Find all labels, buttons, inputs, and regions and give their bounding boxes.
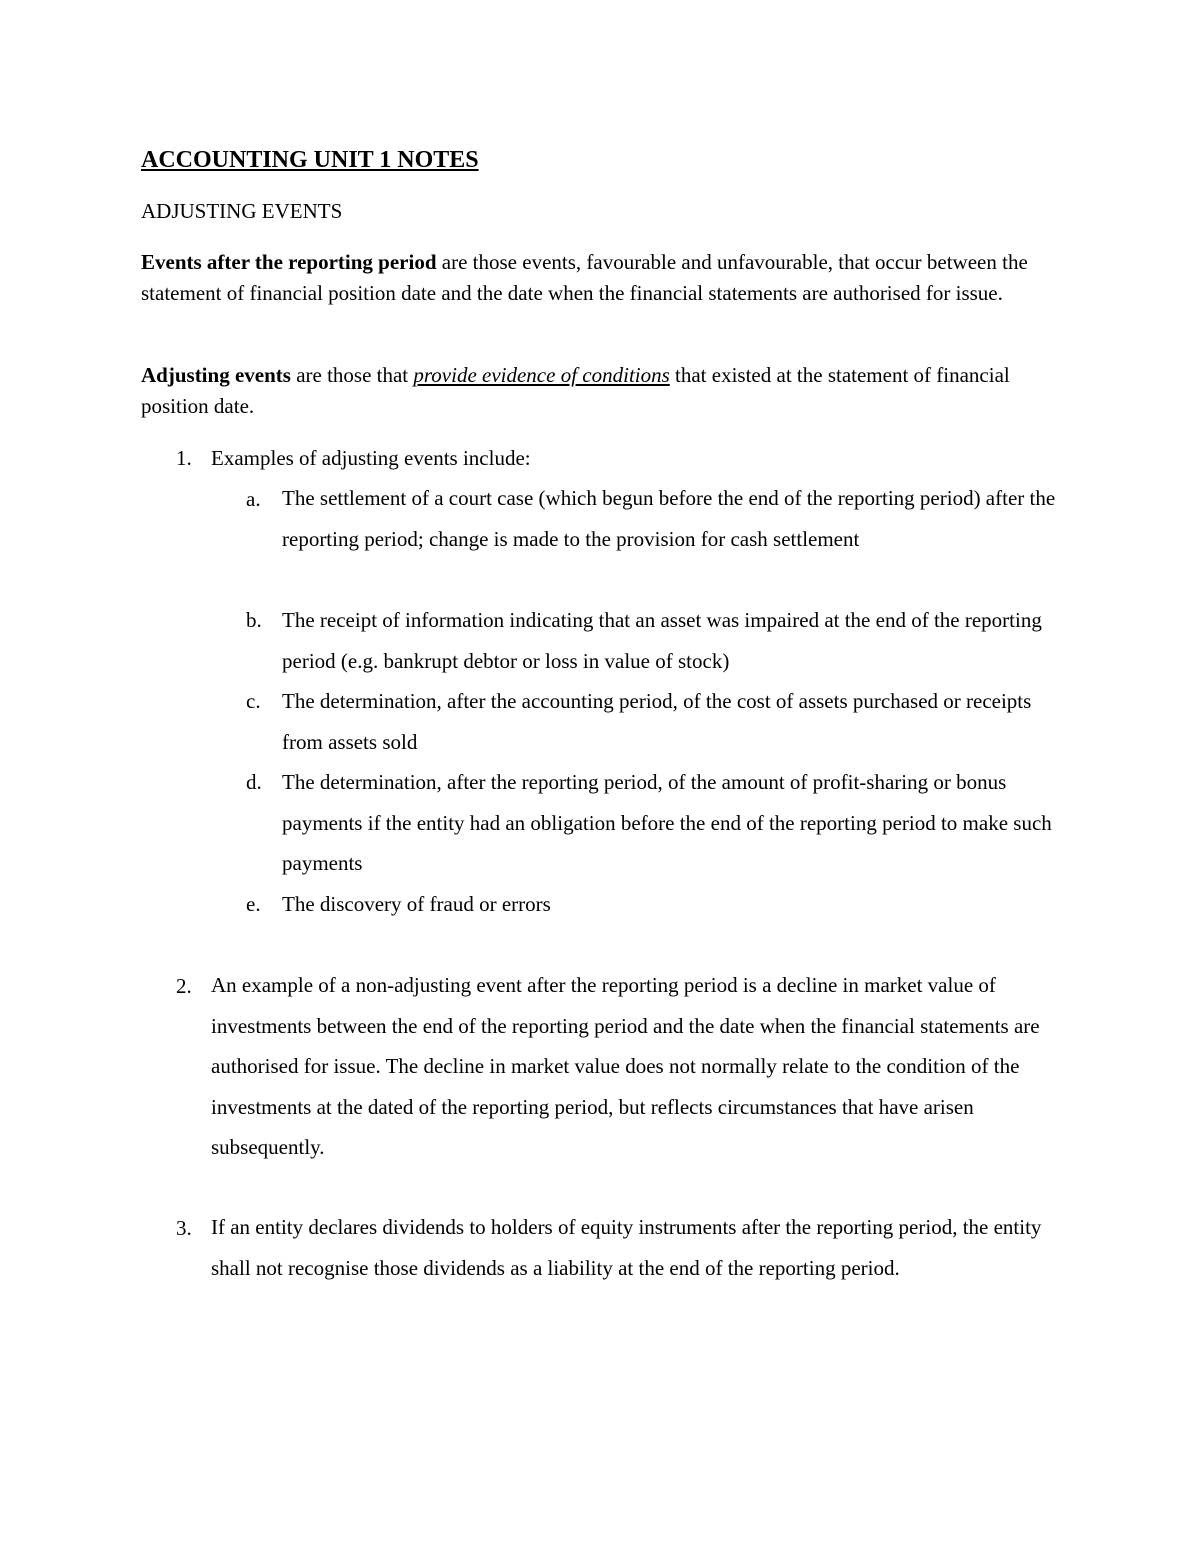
definition-text: are those events, favourable and unfavourable, that occur between the statement of financial position date and the date when the financial statements are authorised for issue.	[141, 250, 1028, 305]
list-item-text: An example of a non-adjusting event after the reporting period is a decline in market value of investments between the end of the reporting period and the date when the financial statements are authorised for issue. The decline in market value does not normally relate to the condition of the investments at the dated of the reporting period, but reflects circumstances that have arisen subsequently.	[211, 973, 1040, 1159]
sublist-marker: e.	[246, 892, 261, 916]
list-marker: 2.	[176, 974, 192, 998]
definition-term: Adjusting events	[141, 363, 291, 387]
sublist-marker: c.	[246, 689, 261, 713]
definition-text: that existed at the statement of financial position date.	[141, 363, 1010, 418]
list-item-text: If an entity declares dividends to holders of equity instruments after the reporting period, the entity shall not recognise those dividends as a liability at the end of the reporting period.	[211, 1215, 1042, 1280]
definition-term: Events after the reporting period	[141, 250, 437, 274]
section-heading: ADJUSTING EVENTS	[141, 199, 343, 223]
sublist-item-text: The discovery of fraud or errors	[282, 892, 551, 916]
sublist-marker: d.	[246, 770, 262, 794]
definition-text: are those that	[296, 363, 409, 387]
sublist-item-text: The settlement of a court case (which begun before the end of the reporting period) after the reporting period; change is made to the provision for cash settlement	[282, 486, 1056, 551]
emphasized-phrase: provide evidence of conditions	[413, 363, 670, 387]
list-item-text: Examples of adjusting events include:	[211, 446, 531, 470]
sublist-item-text: The determination, after the reporting period, of the amount of profit-sharing or bonus payments if the entity had an obligation before the end of the reporting period to make such payments	[282, 770, 1052, 875]
definition-paragraph-adjusting-events	[141, 360, 1051, 422]
definition-paragraph-events-after	[141, 247, 1051, 309]
sublist-marker: a.	[246, 487, 261, 511]
sublist-item-text: The receipt of information indicating that an asset was impaired at the end of the reporting period (e.g. bankrupt debtor or loss in value of stock)	[282, 608, 1042, 673]
page-title: ACCOUNTING UNIT 1 NOTES	[141, 147, 479, 173]
list-marker: 1.	[176, 446, 192, 470]
sublist-marker: b.	[246, 608, 262, 632]
list-marker: 3.	[176, 1216, 192, 1240]
sublist-item-text: The determination, after the accounting period, of the cost of assets purchased or receipts from assets sold	[282, 689, 1032, 754]
